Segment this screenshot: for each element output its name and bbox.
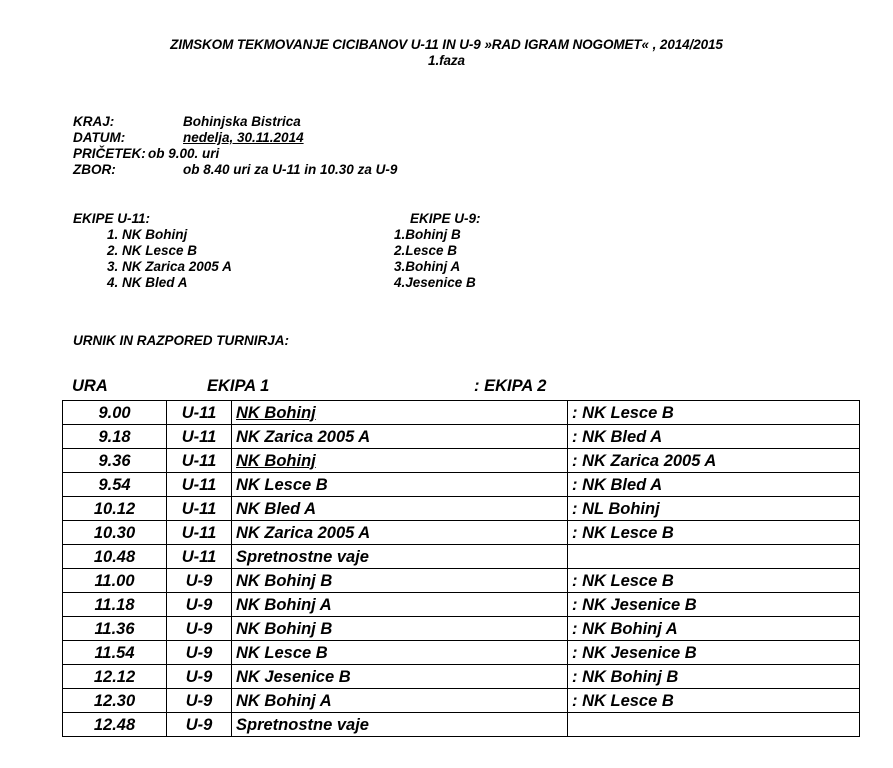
title-line-1: ZIMSKOM TEKMOVANJE CICIBANOV U-11 IN U-9 »RAD IGRAM NOGOMET« , 2014/2015 [170,37,723,52]
table-row [63,689,860,713]
team-item: 3.Bohinj A [394,259,461,274]
match-category: U-11 [167,401,232,425]
table-row [63,641,860,665]
info-label: KRAJ: [73,114,115,129]
match-category: U-9 [167,641,232,665]
match-team1: NK Zarica 2005 A [232,425,568,449]
title-line-2: 1.faza [428,53,465,68]
team-item: 1.Bohinj B [394,227,461,242]
match-category: U-9 [167,689,232,713]
teams-u11 [73,211,232,291]
schedule-header-ekipa2: : EKIPA 2 [474,377,547,395]
match-team2: : NK Bled A [568,473,860,497]
match-team1: NK Jesenice B [232,665,568,689]
info-row-datum [73,130,397,146]
table-row [63,521,860,545]
match-category: U-9 [167,569,232,593]
document-title [0,37,893,69]
match-team2: : NK Bled A [568,425,860,449]
match-team2: : NK Lesce B [568,521,860,545]
match-time: 11.54 [63,641,167,665]
schedule-header-ekipa1: EKIPA 1 [207,377,270,395]
info-row-zbor [73,162,397,178]
match-team2: : NK Lesce B [568,689,860,713]
match-category: U-11 [167,545,232,569]
teams-u11-list [73,227,232,291]
event-info [73,114,397,178]
info-value: Bohinjska Bistrica [183,114,301,129]
match-team2: : NK Bohinj A [568,617,860,641]
info-label: DATUM: [73,130,126,145]
match-team2: : NK Jesenice B [568,593,860,617]
match-team2: : NK Zarica 2005 A [568,449,860,473]
match-team2 [568,545,860,569]
teams-u9-list [394,227,481,291]
match-team2 [568,713,860,737]
match-category: U-11 [167,425,232,449]
table-row [63,713,860,737]
match-team2: : NK Lesce B [568,401,860,425]
match-category: U-11 [167,473,232,497]
schedule-table-body [63,401,860,737]
match-time: 9.36 [63,449,167,473]
match-category: U-11 [167,497,232,521]
match-team1: NK Bohinj [232,449,568,473]
match-time: 10.48 [63,545,167,569]
schedule-title: URNIK IN RAZPORED TURNIRJA: [73,333,289,348]
team-item: 3. NK Zarica 2005 A [107,259,232,274]
match-team1: NK Bohinj B [232,617,568,641]
match-team1: NK Bohinj A [232,689,568,713]
team-item: 4.Jesenice B [394,275,476,290]
match-time: 11.36 [63,617,167,641]
team-item: 4. NK Bled A [107,275,188,290]
match-time: 9.00 [63,401,167,425]
table-row [63,569,860,593]
match-team2: : NK Bohinj B [568,665,860,689]
match-time: 11.00 [63,569,167,593]
match-category: U-9 [167,713,232,737]
info-label: ZBOR: [73,162,116,177]
match-time: 9.54 [63,473,167,497]
match-time: 10.30 [63,521,167,545]
match-time: 11.18 [63,593,167,617]
info-value: ob 9.00. uri [148,146,220,161]
table-row [63,449,860,473]
table-row [63,545,860,569]
teams-u11-header: EKIPE U-11: [73,211,151,226]
match-team1: NK Lesce B [232,473,568,497]
match-team1: NK Lesce B [232,641,568,665]
teams-u9-header: EKIPE U-9: [410,211,481,226]
table-row [63,401,860,425]
info-label: PRIČETEK: [73,146,146,161]
table-row [63,473,860,497]
match-team2: : NK Lesce B [568,569,860,593]
team-item: 1. NK Bohinj [107,227,188,242]
match-team1: NK Bohinj B [232,569,568,593]
table-row [63,665,860,689]
table-row [63,617,860,641]
match-time: 12.30 [63,689,167,713]
match-team1: Spretnostne vaje [232,545,568,569]
match-time: 9.18 [63,425,167,449]
match-team1: Spretnostne vaje [232,713,568,737]
match-team2: : NK Jesenice B [568,641,860,665]
table-row [63,425,860,449]
match-team1: NK Bohinj [232,401,568,425]
team-item: 2.Lesce B [394,243,458,258]
team-item: 2. NK Lesce B [107,243,198,258]
match-team1: NK Bohinj A [232,593,568,617]
info-value: nedelja, 30.11.2014 [183,130,304,145]
info-row-kraj [73,114,397,130]
schedule-table [62,400,860,737]
match-category: U-11 [167,521,232,545]
schedule-header-ura: URA [72,377,108,395]
match-category: U-9 [167,593,232,617]
info-value: ob 8.40 uri za U-11 in 10.30 za U-9 [183,162,398,177]
match-time: 12.12 [63,665,167,689]
info-row-pricetek [73,146,397,162]
match-category: U-11 [167,449,232,473]
teams-u9 [394,211,481,291]
match-category: U-9 [167,665,232,689]
table-row [63,593,860,617]
match-team2: : NL Bohinj [568,497,860,521]
match-time: 10.12 [63,497,167,521]
table-row [63,497,860,521]
match-time: 12.48 [63,713,167,737]
match-team1: NK Zarica 2005 A [232,521,568,545]
match-category: U-9 [167,617,232,641]
match-team1: NK Bled A [232,497,568,521]
